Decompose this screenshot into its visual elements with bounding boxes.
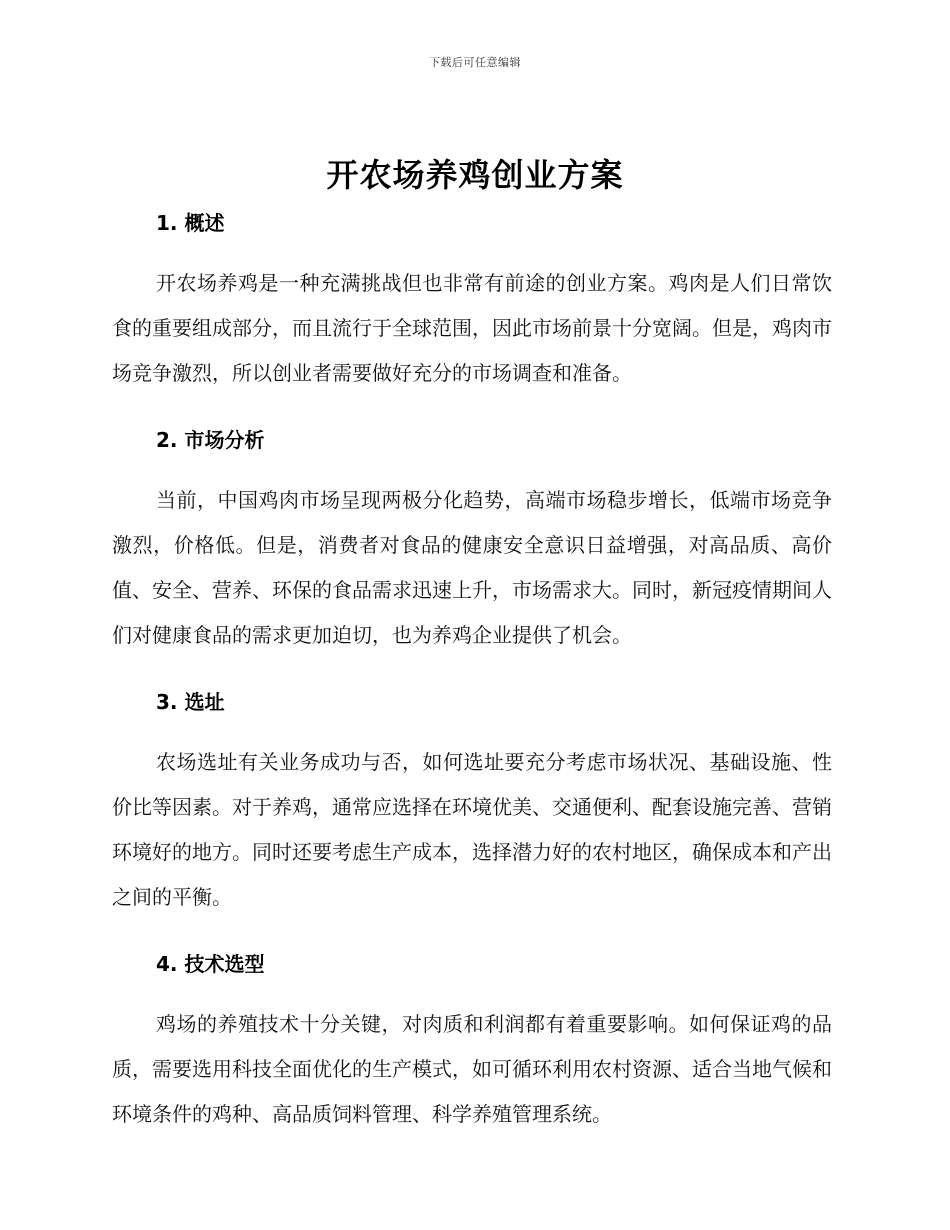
section-body: 开农场养鸡是一种充满挑战但也非常有前途的创业方案。鸡肉是人们日常饮食的重要组成部分，而且流行于全球范围，因此市场前景十分宽阔。但是，鸡肉市场竞争激烈，所以创业者需要做好充分的市场调查和准备。 — [112, 271, 832, 385]
section-technology-selection — [112, 946, 832, 1137]
document-content — [112, 205, 832, 1137]
document-title: 开农场养鸡创业方案 — [326, 156, 624, 194]
section-heading: 2. 市场分析 — [156, 428, 265, 452]
section-body: 鸡场的养殖技术十分关键，对肉质和利润都有着重要影响。如何保证鸡的品质，需要选用科技全面优化的生产模式，如可循环利用农村资源、适合当地气候和环境条件的鸡种、高品质饲料管理、科学养殖管理系统。 — [112, 1012, 832, 1126]
section-overview — [112, 205, 832, 396]
section-heading: 1. 概述 — [156, 211, 225, 235]
section-site-selection — [112, 684, 832, 920]
section-market-analysis — [112, 422, 832, 658]
section-body: 农场选址有关业务成功与否，如何选址要充分考虑市场状况、基础设施、性价比等因素。对于养鸡，通常应选择在环境优美、交通便利、配套设施完善、营销环境好的地方。同时还要考虑生产成本，选择潜力好的农村地区，确保成本和产出之间的平衡。 — [112, 750, 832, 909]
section-heading: 4. 技术选型 — [156, 952, 265, 976]
section-body: 当前，中国鸡肉市场呈现两极分化趋势，高端市场稳步增长，低端市场竞争激烈，价格低。但是，消费者对食品的健康安全意识日益增强，对高品质、高价值、安全、营养、环保的食品需求迅速上升，市场需求大。同时，新冠疫情期间人们对健康食品的需求更加迫切，也为养鸡企业提供了机会。 — [112, 488, 832, 647]
section-heading: 3. 选址 — [156, 690, 225, 714]
header-note: 下载后可任意编辑 — [429, 56, 521, 69]
